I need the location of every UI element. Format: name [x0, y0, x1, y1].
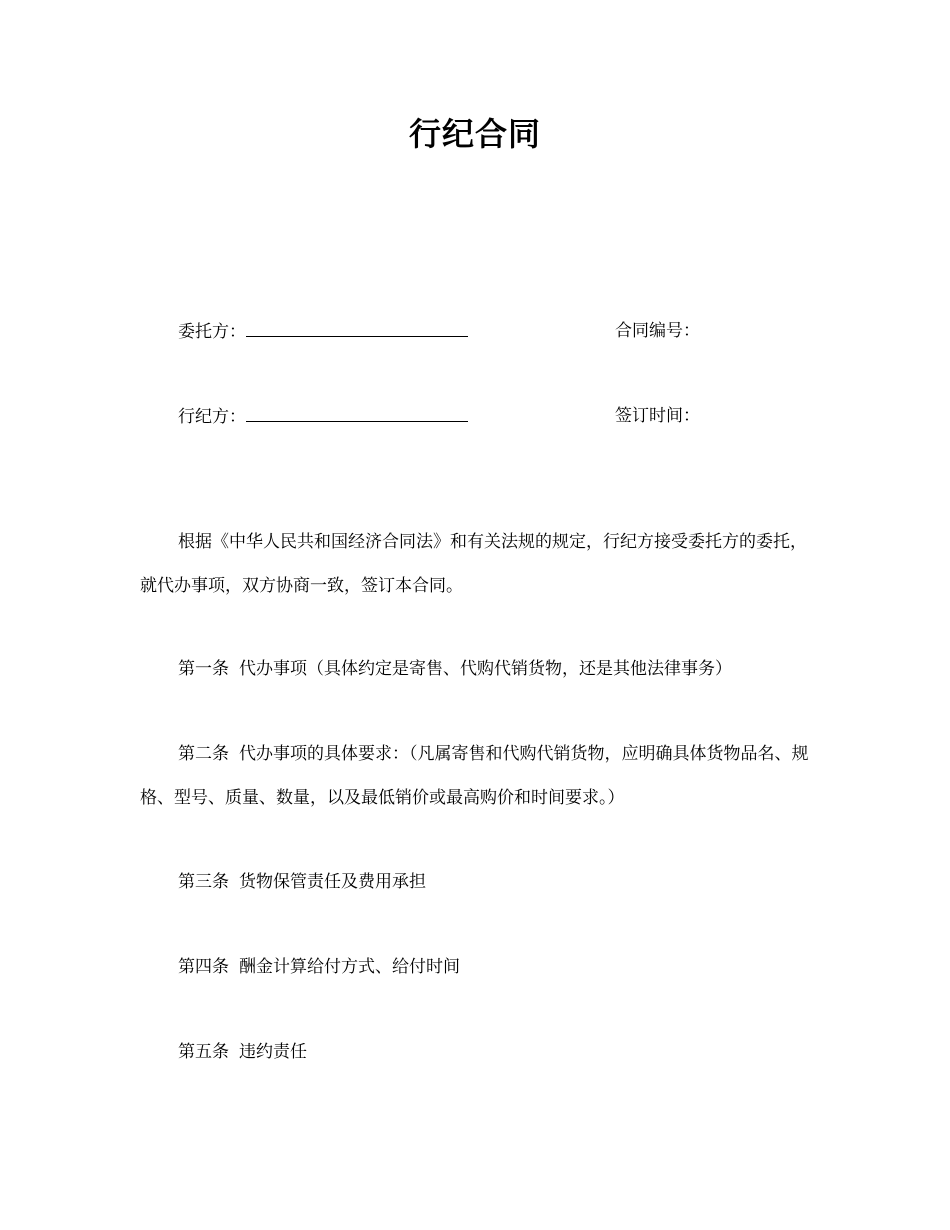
commission-agent-field — [178, 403, 468, 430]
clause-3-number: 第三条 — [178, 872, 229, 892]
clause-4 — [140, 945, 815, 989]
clause-2-number: 第二条 — [178, 744, 229, 764]
clause-3 — [140, 860, 815, 904]
clause-5-text: 违约责任 — [239, 1042, 307, 1062]
clause-3-text: 货物保管责任及费用承担 — [239, 872, 426, 892]
clause-2 — [140, 732, 815, 820]
principal-label: 委托方： — [178, 322, 246, 342]
document-title: 行纪合同 — [408, 115, 541, 153]
clause-4-text: 酬金计算给付方式、给付时间 — [239, 957, 460, 977]
sign-date-field — [615, 403, 700, 429]
clause-2-text: 代办事项的具体要求：（凡属寄售和代购代销货物，应明确具体货物品名、规格、型号、质量、数量，以及最低销价或最高购价和时间要求。） — [140, 744, 809, 808]
principal-blank-line[interactable] — [246, 318, 468, 337]
commission-agent-blank-line[interactable] — [246, 403, 468, 422]
clause-1 — [140, 647, 815, 691]
clause-1-text: 代办事项（具体约定是寄售、代购代销货物，还是其他法律事务） — [239, 659, 732, 679]
clause-1-number: 第一条 — [178, 659, 229, 679]
clause-4-number: 第四条 — [178, 957, 229, 977]
clause-5 — [140, 1030, 815, 1074]
sign-date-label: 签订时间： — [615, 406, 700, 426]
commission-agent-label: 行纪方： — [178, 407, 246, 427]
contract-number-field — [615, 318, 700, 344]
clause-5-number: 第五条 — [178, 1042, 229, 1062]
principal-field — [178, 318, 468, 345]
intro-paragraph: 根据《中华人民共和国经济合同法》和有关法规的规定，行纪方接受委托方的委托，就代办事项，双方协商一致，签订本合同。 — [140, 532, 807, 596]
contract-number-label: 合同编号： — [615, 321, 700, 341]
